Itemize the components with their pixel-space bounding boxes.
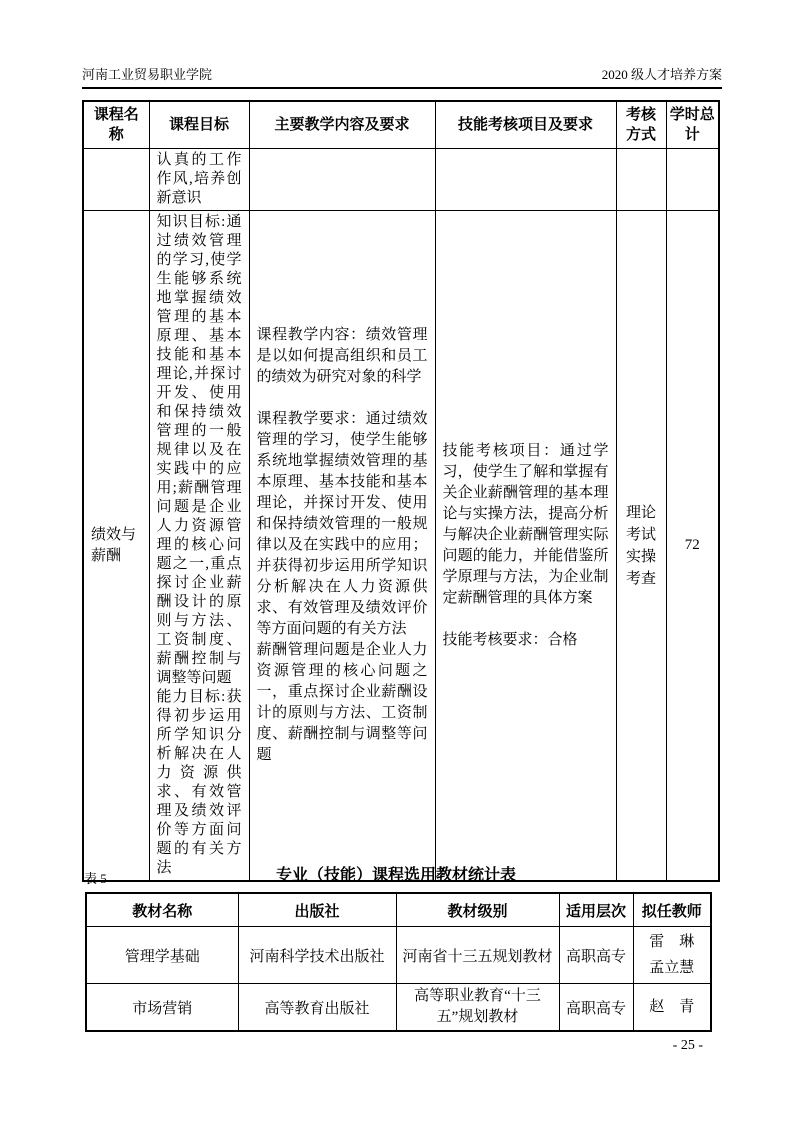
teacher-name: 雷 琳 [649, 934, 695, 950]
carryover-course-name-cell [83, 149, 149, 211]
assessment-requirement-paragraph: 技能考核要求：合格 [442, 631, 578, 648]
textbook-name-cell: 市场营销 [86, 984, 238, 1032]
page-header [82, 66, 722, 89]
textbook-level-cell: 河南省十三五规划教材 [396, 927, 559, 984]
exam-method-line: 实操 [625, 548, 656, 565]
textbook-level-cell: 高等职业教育“十三五”规划教材 [396, 984, 559, 1032]
carryover-assessment-cell [435, 149, 616, 211]
col-header-teaching-content: 主要教学内容及要求 [249, 101, 435, 149]
textbook-table-title: 专业（技能）课程选用教材统计表 [275, 867, 516, 884]
textbook-table-caption [82, 864, 710, 888]
carryover-table-row [83, 149, 719, 211]
publisher-cell: 高等教育出版社 [238, 984, 396, 1032]
teaching-content-cell [249, 211, 435, 882]
carryover-objective-cell: 认真的工作作风,培养创新意识 [149, 149, 249, 211]
carryover-hours-cell [666, 149, 719, 211]
col-header-total-hours: 学时总计 [666, 101, 719, 149]
assigned-teacher-cell [633, 984, 711, 1032]
total-hours-cell: 72 [666, 211, 719, 882]
teacher-name: 赵 青 [649, 999, 695, 1015]
course-table-row [83, 211, 719, 882]
teacher-name: 孟立慧 [649, 960, 695, 976]
col-header-textbook-name: 教材名称 [86, 893, 238, 927]
col-header-exam-method: 考核方式 [616, 101, 666, 149]
col-header-skill-assessment: 技能考核项目及要求 [435, 101, 616, 149]
objective-ability-paragraph: 能力目标:获得初步运用所学知识分析解决在人力资源供求、有效管理及绩效评价等方面问题的有关方法 [156, 689, 242, 876]
salary-management-paragraph: 薪酬管理问题是企业人力资源管理的核心问题之一，重点探讨企业薪酬设计的原则与方法、工资制度、薪酬控制与调整等问题 [256, 642, 428, 763]
textbook-table [85, 892, 712, 1032]
page-number: - 25 - [672, 1038, 703, 1053]
teaching-requirement-paragraph: 课程教学要求：通过绩效管理的学习，使学生能够系统地掌握绩效管理的基本原理、基本技能和基本理论，并探讨开发、使用和保持绩效管理的一般规律以及在实践中的应用；并获得初步运用所学知识分析解决在人力资源供求、有效管理及绩效评价等方面问题的有关方法 [256, 411, 428, 637]
col-header-assigned-teacher: 拟任教师 [633, 893, 711, 927]
textbook-table-row [86, 984, 711, 1032]
publisher-cell: 河南科学技术出版社 [238, 927, 396, 984]
col-header-course-name: 课程名称 [83, 101, 149, 149]
course-table [82, 100, 720, 882]
col-header-textbook-level: 教材级别 [396, 893, 559, 927]
applicable-level-cell: 高职高专 [559, 927, 633, 984]
applicable-level-cell: 高职高专 [559, 984, 633, 1032]
header-school-name: 河南工业贸易职业学院 [82, 67, 213, 82]
skill-assessment-cell [435, 211, 616, 882]
textbook-table-header-row [86, 893, 711, 927]
assigned-teacher-cell [633, 927, 711, 984]
header-doc-title: 2020 级人才培养方案 [601, 67, 722, 82]
exam-method-line: 考查 [625, 570, 656, 587]
table-number-label: 表 5 [84, 871, 107, 886]
col-header-applicable-level: 适用层次 [559, 893, 633, 927]
teaching-content-paragraph: 课程教学内容：绩效管理是以如何提高组织和员工的绩效为研究对象的科学 [256, 327, 428, 385]
textbook-name-cell: 管理学基础 [86, 927, 238, 984]
exam-method-line: 理论 [625, 504, 656, 521]
textbook-table-row [86, 927, 711, 984]
carryover-exam-method-cell [616, 149, 666, 211]
exam-method-cell [616, 211, 666, 882]
col-header-course-objective: 课程目标 [149, 101, 249, 149]
course-objective-cell [149, 211, 249, 882]
course-name-cell: 绩效与薪酬 [83, 211, 149, 882]
col-header-publisher: 出版社 [238, 893, 396, 927]
carryover-content-cell [249, 149, 435, 211]
objective-knowledge-paragraph: 知识目标:通过绩效管理的学习,使学生能够系统地掌握绩效管理的基本原理、基本技能和基本理论,并探讨开发、使用和保持绩效管理的一般规律以及在实践中的应用;薪酬管理问题是企业人力资源管理的核心问题之一,重点探讨企业薪酬设计的原则与方法、工资制度、薪酬控制与调整等问题 [156, 214, 242, 686]
assessment-item-paragraph: 技能考核项目：通过学习，使学生了解和掌握有关企业薪酬管理的基本理论与实操方法，提高分析与解决企业薪酬管理实际问题的能力，并能借鉴所学原理与方法，为企业制定薪酬管理的具体方案 [442, 442, 609, 606]
course-table-header-row [83, 101, 719, 149]
exam-method-line: 考试 [625, 526, 656, 543]
